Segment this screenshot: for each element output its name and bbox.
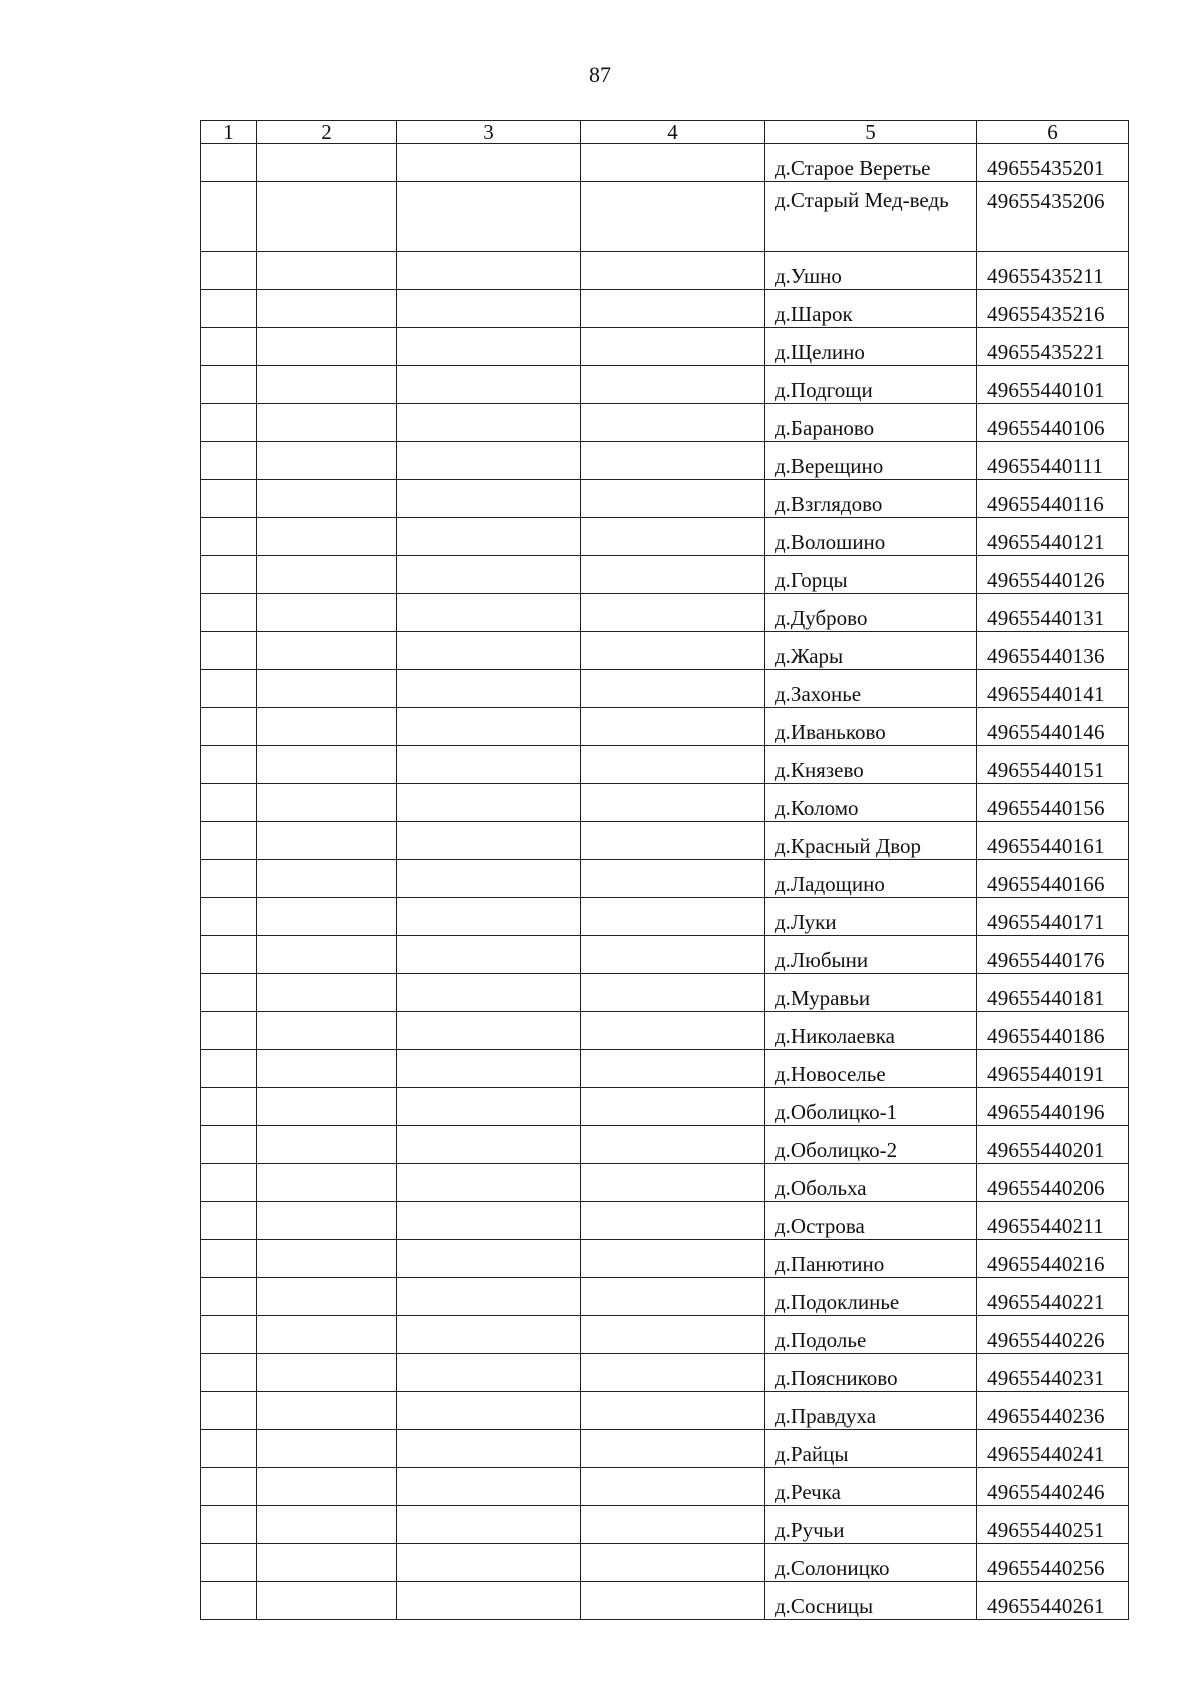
cell-col-1 [201, 1544, 257, 1582]
cell-col-2 [257, 860, 397, 898]
cell-col-2 [257, 480, 397, 518]
cell-col-2 [257, 442, 397, 480]
table-row [201, 182, 1129, 252]
cell-col-4 [581, 822, 765, 860]
cell-col-3 [397, 1430, 581, 1468]
cell-col-1 [201, 898, 257, 936]
cell-col-3 [397, 556, 581, 594]
table-row [201, 1430, 1129, 1468]
oktmo-code: 49655440216 [977, 1240, 1129, 1278]
cell-col-2 [257, 1164, 397, 1202]
column-header-2: 2 [257, 121, 397, 144]
table-row [201, 1088, 1129, 1126]
cell-col-1 [201, 1012, 257, 1050]
cell-col-3 [397, 518, 581, 556]
cell-col-4 [581, 594, 765, 632]
settlement-name: д.Подгощи [765, 366, 977, 404]
oktmo-code: 49655440116 [977, 480, 1129, 518]
settlement-name: д.Ручьи [765, 1506, 977, 1544]
cell-col-4 [581, 366, 765, 404]
cell-col-3 [397, 1544, 581, 1582]
cell-col-3 [397, 1202, 581, 1240]
cell-col-1 [201, 974, 257, 1012]
table-row [201, 708, 1129, 746]
settlement-name: д.Николаевка [765, 1012, 977, 1050]
cell-col-2 [257, 784, 397, 822]
cell-col-3 [397, 290, 581, 328]
cell-col-4 [581, 442, 765, 480]
cell-col-3 [397, 1164, 581, 1202]
settlement-name: д.Взглядово [765, 480, 977, 518]
cell-col-1 [201, 1164, 257, 1202]
table-row [201, 1544, 1129, 1582]
oktmo-code: 49655435221 [977, 328, 1129, 366]
settlement-name: д.Оболицко-1 [765, 1088, 977, 1126]
settlement-name: д.Иваньково [765, 708, 977, 746]
cell-col-1 [201, 1468, 257, 1506]
oktmo-code: 49655440181 [977, 974, 1129, 1012]
cell-col-2 [257, 366, 397, 404]
oktmo-code: 49655440126 [977, 556, 1129, 594]
oktmo-code: 49655440226 [977, 1316, 1129, 1354]
cell-col-3 [397, 1050, 581, 1088]
cell-col-2 [257, 556, 397, 594]
table-row [201, 518, 1129, 556]
table-row [201, 1392, 1129, 1430]
cell-col-3 [397, 1506, 581, 1544]
settlement-name: д.Ушно [765, 252, 977, 290]
cell-col-3 [397, 1126, 581, 1164]
column-header-6: 6 [977, 121, 1129, 144]
cell-col-4 [581, 1240, 765, 1278]
oktmo-code: 49655440231 [977, 1354, 1129, 1392]
cell-col-4 [581, 974, 765, 1012]
cell-col-3 [397, 182, 581, 252]
table-row [201, 1202, 1129, 1240]
cell-col-2 [257, 1430, 397, 1468]
oktmo-code: 49655440101 [977, 366, 1129, 404]
cell-col-2 [257, 1050, 397, 1088]
table-row [201, 328, 1129, 366]
table-row [201, 144, 1129, 182]
oktmo-code: 49655440211 [977, 1202, 1129, 1240]
oktmo-code: 49655440176 [977, 936, 1129, 974]
settlement-name: д.Верещино [765, 442, 977, 480]
table-row [201, 1126, 1129, 1164]
cell-col-4 [581, 1316, 765, 1354]
cell-col-2 [257, 1468, 397, 1506]
settlement-name: д.Шарок [765, 290, 977, 328]
cell-col-3 [397, 366, 581, 404]
table-row [201, 442, 1129, 480]
table-row [201, 1316, 1129, 1354]
cell-col-2 [257, 1582, 397, 1620]
cell-col-3 [397, 746, 581, 784]
cell-col-2 [257, 1278, 397, 1316]
cell-col-3 [397, 594, 581, 632]
cell-col-4 [581, 898, 765, 936]
settlement-name: д.Подолье [765, 1316, 977, 1354]
table-row [201, 974, 1129, 1012]
cell-col-3 [397, 1582, 581, 1620]
table-row [201, 1278, 1129, 1316]
table-row [201, 1240, 1129, 1278]
cell-col-1 [201, 556, 257, 594]
cell-col-4 [581, 1582, 765, 1620]
cell-col-1 [201, 1278, 257, 1316]
cell-col-2 [257, 1354, 397, 1392]
cell-col-4 [581, 670, 765, 708]
table-row [201, 1468, 1129, 1506]
cell-col-3 [397, 1316, 581, 1354]
oktmo-code: 49655440236 [977, 1392, 1129, 1430]
oktmo-code: 49655440186 [977, 1012, 1129, 1050]
cell-col-2 [257, 328, 397, 366]
cell-col-4 [581, 290, 765, 328]
oktmo-code: 49655440261 [977, 1582, 1129, 1620]
cell-col-2 [257, 1088, 397, 1126]
cell-col-3 [397, 1240, 581, 1278]
oktmo-code: 49655435211 [977, 252, 1129, 290]
settlement-name: д.Речка [765, 1468, 977, 1506]
oktmo-code: 49655440196 [977, 1088, 1129, 1126]
cell-col-2 [257, 1316, 397, 1354]
cell-col-3 [397, 822, 581, 860]
cell-col-2 [257, 898, 397, 936]
cell-col-1 [201, 1430, 257, 1468]
cell-col-1 [201, 404, 257, 442]
oktmo-code: 49655440241 [977, 1430, 1129, 1468]
cell-col-1 [201, 1392, 257, 1430]
cell-col-4 [581, 404, 765, 442]
settlements-table [200, 120, 1129, 1620]
table-row [201, 480, 1129, 518]
cell-col-4 [581, 936, 765, 974]
table-row [201, 366, 1129, 404]
cell-col-1 [201, 822, 257, 860]
cell-col-3 [397, 1468, 581, 1506]
cell-col-1 [201, 442, 257, 480]
oktmo-code: 49655440161 [977, 822, 1129, 860]
cell-col-2 [257, 936, 397, 974]
cell-col-1 [201, 252, 257, 290]
cell-col-3 [397, 1012, 581, 1050]
cell-col-2 [257, 1392, 397, 1430]
cell-col-2 [257, 670, 397, 708]
cell-col-1 [201, 594, 257, 632]
column-header-3: 3 [397, 121, 581, 144]
cell-col-2 [257, 1506, 397, 1544]
cell-col-2 [257, 1012, 397, 1050]
oktmo-code: 49655440256 [977, 1544, 1129, 1582]
oktmo-code: 49655440146 [977, 708, 1129, 746]
oktmo-code: 49655440136 [977, 632, 1129, 670]
table-row [201, 860, 1129, 898]
cell-col-2 [257, 1202, 397, 1240]
settlement-name: д.Князево [765, 746, 977, 784]
settlement-name: д.Старое Веретье [765, 144, 977, 182]
cell-col-4 [581, 1278, 765, 1316]
oktmo-code: 49655440166 [977, 860, 1129, 898]
cell-col-4 [581, 1126, 765, 1164]
cell-col-3 [397, 974, 581, 1012]
cell-col-3 [397, 784, 581, 822]
table-header [201, 121, 1129, 144]
settlement-name: д.Оболицко-2 [765, 1126, 977, 1164]
cell-col-3 [397, 860, 581, 898]
cell-col-1 [201, 366, 257, 404]
settlement-name: д.Дуброво [765, 594, 977, 632]
settlement-name: д.Захонье [765, 670, 977, 708]
cell-col-1 [201, 1316, 257, 1354]
settlement-name: д.Любыни [765, 936, 977, 974]
column-header-4: 4 [581, 121, 765, 144]
cell-col-1 [201, 670, 257, 708]
table-row [201, 746, 1129, 784]
oktmo-code: 49655440131 [977, 594, 1129, 632]
cell-col-2 [257, 1240, 397, 1278]
table-row [201, 1506, 1129, 1544]
table-row [201, 822, 1129, 860]
table-row [201, 290, 1129, 328]
settlement-name: д.Муравьи [765, 974, 977, 1012]
settlement-name: д.Луки [765, 898, 977, 936]
cell-col-4 [581, 784, 765, 822]
cell-col-2 [257, 974, 397, 1012]
cell-col-1 [201, 290, 257, 328]
settlement-name: д.Бараново [765, 404, 977, 442]
oktmo-code: 49655435216 [977, 290, 1129, 328]
cell-col-1 [201, 746, 257, 784]
cell-col-3 [397, 328, 581, 366]
oktmo-code: 49655440221 [977, 1278, 1129, 1316]
cell-col-1 [201, 936, 257, 974]
cell-col-1 [201, 480, 257, 518]
table-row [201, 632, 1129, 670]
cell-col-3 [397, 898, 581, 936]
settlement-name: д.Ладощино [765, 860, 977, 898]
cell-col-3 [397, 670, 581, 708]
cell-col-1 [201, 518, 257, 556]
settlement-name: д.Острова [765, 1202, 977, 1240]
oktmo-code: 49655440151 [977, 746, 1129, 784]
cell-col-2 [257, 822, 397, 860]
cell-col-3 [397, 252, 581, 290]
table-row [201, 594, 1129, 632]
cell-col-1 [201, 144, 257, 182]
page-number: 87 [589, 62, 611, 87]
cell-col-3 [397, 442, 581, 480]
cell-col-4 [581, 1050, 765, 1088]
cell-col-4 [581, 144, 765, 182]
cell-col-4 [581, 556, 765, 594]
table-row [201, 784, 1129, 822]
table-row [201, 898, 1129, 936]
cell-col-4 [581, 1354, 765, 1392]
cell-col-4 [581, 1506, 765, 1544]
cell-col-1 [201, 1050, 257, 1088]
cell-col-3 [397, 936, 581, 974]
cell-col-4 [581, 1088, 765, 1126]
cell-col-1 [201, 784, 257, 822]
cell-col-2 [257, 182, 397, 252]
cell-col-1 [201, 1202, 257, 1240]
settlement-name: д.Сосницы [765, 1582, 977, 1620]
cell-col-2 [257, 1126, 397, 1164]
cell-col-4 [581, 182, 765, 252]
table-row [201, 1050, 1129, 1088]
cell-col-1 [201, 1354, 257, 1392]
oktmo-code: 49655440201 [977, 1126, 1129, 1164]
cell-col-3 [397, 708, 581, 746]
cell-col-3 [397, 480, 581, 518]
table-row [201, 1012, 1129, 1050]
oktmo-code: 49655435206 [977, 182, 1129, 252]
oktmo-code: 49655440106 [977, 404, 1129, 442]
cell-col-2 [257, 252, 397, 290]
table-row [201, 1582, 1129, 1620]
cell-col-1 [201, 1240, 257, 1278]
table-row [201, 670, 1129, 708]
table-row [201, 252, 1129, 290]
cell-col-1 [201, 1126, 257, 1164]
cell-col-2 [257, 708, 397, 746]
cell-col-4 [581, 1544, 765, 1582]
cell-col-2 [257, 632, 397, 670]
cell-col-4 [581, 1468, 765, 1506]
settlement-name: д.Правдуха [765, 1392, 977, 1430]
cell-col-2 [257, 290, 397, 328]
table-row [201, 1164, 1129, 1202]
cell-col-1 [201, 328, 257, 366]
oktmo-code: 49655440121 [977, 518, 1129, 556]
settlement-name: д.Обольха [765, 1164, 977, 1202]
cell-col-3 [397, 632, 581, 670]
column-header-1: 1 [201, 121, 257, 144]
cell-col-3 [397, 1278, 581, 1316]
table-row [201, 556, 1129, 594]
cell-col-3 [397, 404, 581, 442]
cell-col-2 [257, 1544, 397, 1582]
cell-col-1 [201, 708, 257, 746]
column-header-5: 5 [765, 121, 977, 144]
header-row [201, 121, 1129, 144]
cell-col-1 [201, 632, 257, 670]
settlement-name: д.Солоницко [765, 1544, 977, 1582]
cell-col-4 [581, 1430, 765, 1468]
oktmo-code: 49655440156 [977, 784, 1129, 822]
cell-col-4 [581, 1012, 765, 1050]
cell-col-4 [581, 632, 765, 670]
cell-col-4 [581, 708, 765, 746]
oktmo-code: 49655440141 [977, 670, 1129, 708]
settlement-name: д.Жары [765, 632, 977, 670]
cell-col-4 [581, 1202, 765, 1240]
cell-col-1 [201, 1088, 257, 1126]
oktmo-code: 49655440171 [977, 898, 1129, 936]
oktmo-code: 49655440206 [977, 1164, 1129, 1202]
table-body [201, 144, 1129, 1620]
cell-col-4 [581, 480, 765, 518]
settlement-name: д.Старый Мед-ведь [765, 182, 977, 252]
cell-col-3 [397, 1088, 581, 1126]
cell-col-4 [581, 518, 765, 556]
settlement-name: д.Горцы [765, 556, 977, 594]
cell-col-4 [581, 1392, 765, 1430]
cell-col-1 [201, 1582, 257, 1620]
cell-col-3 [397, 1354, 581, 1392]
settlement-name: д.Райцы [765, 1430, 977, 1468]
oktmo-code: 49655440246 [977, 1468, 1129, 1506]
settlement-name: д.Волошино [765, 518, 977, 556]
settlement-name: д.Коломо [765, 784, 977, 822]
cell-col-2 [257, 594, 397, 632]
cell-col-4 [581, 860, 765, 898]
cell-col-4 [581, 252, 765, 290]
settlement-name: д.Новоселье [765, 1050, 977, 1088]
cell-col-2 [257, 746, 397, 784]
cell-col-4 [581, 1164, 765, 1202]
cell-col-4 [581, 746, 765, 784]
cell-col-2 [257, 518, 397, 556]
settlement-name: д.Красный Двор [765, 822, 977, 860]
cell-col-2 [257, 144, 397, 182]
cell-col-1 [201, 860, 257, 898]
cell-col-4 [581, 328, 765, 366]
table-row [201, 1354, 1129, 1392]
settlement-name: д.Поясниково [765, 1354, 977, 1392]
oktmo-code: 49655435201 [977, 144, 1129, 182]
oktmo-code: 49655440191 [977, 1050, 1129, 1088]
cell-col-2 [257, 404, 397, 442]
cell-col-3 [397, 144, 581, 182]
settlement-name: д.Подоклинье [765, 1278, 977, 1316]
cell-col-1 [201, 182, 257, 252]
settlement-name: д.Панютино [765, 1240, 977, 1278]
oktmo-code: 49655440251 [977, 1506, 1129, 1544]
cell-col-3 [397, 1392, 581, 1430]
cell-col-1 [201, 1506, 257, 1544]
table-row [201, 404, 1129, 442]
table-row [201, 936, 1129, 974]
oktmo-code: 49655440111 [977, 442, 1129, 480]
settlement-name: д.Щелино [765, 328, 977, 366]
